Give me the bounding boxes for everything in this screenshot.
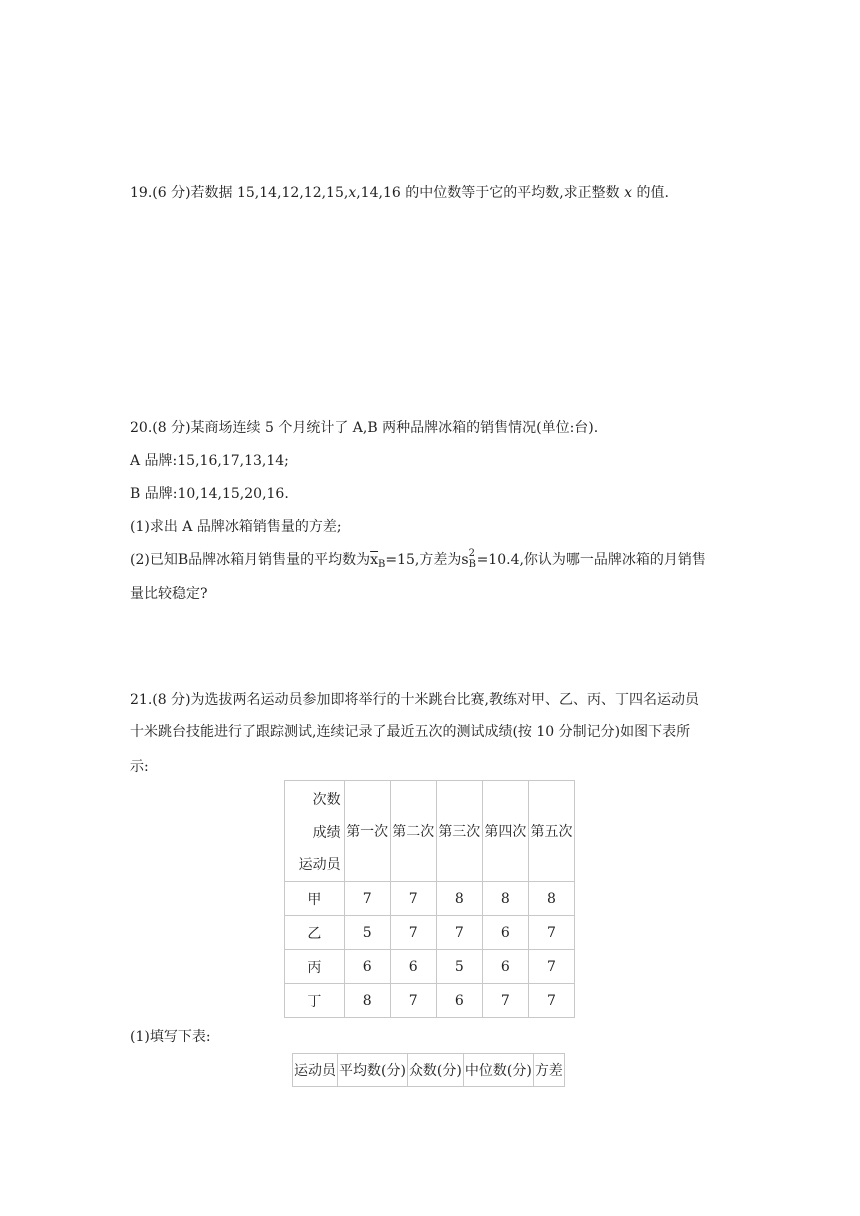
question-19 [130,183,669,203]
score-cell: 7 [390,882,436,916]
score-cell: 7 [528,950,574,984]
q20-part2-text-b: =15,方差为 [385,552,462,568]
table-row [285,882,575,916]
q20-variance-superscript: 2 [468,548,475,559]
scores-table [284,780,575,1018]
athlete-name: 丁 [285,984,345,1018]
header-5: 第五次 [528,781,574,882]
corner-label-athlete: 运动员 [298,857,341,873]
summary-header-median: 中位数(分) [463,1054,533,1087]
score-cell: 7 [344,882,390,916]
scores-table-header-row [285,781,575,882]
q19-text-2: ,14,16 的中位数等于它的平均数,求正整数 [356,185,625,201]
q19-text-1: 19.(6 分)若数据 15,14,12,12,15, [130,185,349,201]
score-cell: 8 [482,882,528,916]
q20-brand-a: A 品牌:15,16,17,13,14; [130,453,289,469]
score-cell: 6 [482,916,528,950]
summary-header-mode: 众数(分) [407,1054,463,1087]
score-cell: 7 [390,984,436,1018]
score-cell: 7 [528,916,574,950]
q19-var-x-2: x [624,185,633,201]
score-cell: 8 [344,984,390,1018]
score-cell: 6 [344,950,390,984]
header-1: 第一次 [344,781,390,882]
summary-header-variance: 方差 [533,1054,564,1087]
score-cell: 8 [436,882,482,916]
q20-brand-b: B 品牌:10,14,15,20,16. [130,486,289,502]
score-cell: 5 [344,916,390,950]
score-cell: 8 [528,882,574,916]
q20-part-2 [130,550,706,575]
question-20-stem: 20.(8 分)某商场连续 5 个月统计了 A,B 两种品牌冰箱的销售情况(单位:台). [130,420,599,436]
question-21-line-3: 示: [130,759,149,775]
header-2: 第二次 [390,781,436,882]
summary-table [292,1053,565,1087]
corner-label-score: 成绩 [312,825,341,841]
athlete-name: 甲 [285,882,345,916]
score-cell: 6 [482,950,528,984]
q19-var-x: x [348,185,357,201]
question-21-line-1: 21.(8 分)为选拔两名运动员参加即将举行的十米跳台比赛,教练对甲、乙、丙、丁四名运动员 [130,692,699,708]
q20-part2-text-c: =10.4,你认为哪一品牌冰箱的月销售 [476,552,706,568]
score-cell: 7 [436,916,482,950]
table-row [285,984,575,1018]
score-cell: 6 [390,950,436,984]
header-3: 第三次 [436,781,482,882]
q20-part2-text-a: (2)已知B品牌冰箱月销售量的平均数为 [130,552,371,568]
header-4: 第四次 [482,781,528,882]
athlete-name: 丙 [285,950,345,984]
summary-table-header-row [293,1054,565,1087]
table-row [285,950,575,984]
q20-mean-subscript: B [378,559,386,570]
q20-part-2-line-2: 量比较稳定? [130,586,208,602]
score-cell: 7 [528,984,574,1018]
table-row [285,916,575,950]
score-cell: 7 [482,984,528,1018]
corner-label-count: 次数 [312,792,341,808]
q21-sub-question-1: (1)填写下表: [130,1029,211,1045]
score-cell: 7 [390,916,436,950]
q20-variance-subscript: B [468,559,476,570]
summary-header-mean: 平均数(分) [338,1054,408,1087]
summary-header-athlete: 运动员 [293,1054,338,1087]
scores-table-corner [285,781,345,882]
q20-variance-symbol: s [461,552,469,568]
q20-mean-symbol: $\overline{x}$ [370,552,379,568]
question-21-line-2: 十米跳台技能进行了跟踪测试,连续记录了最近五次的测试成绩(按 10 分制记分)如图下表所 [130,724,691,740]
q20-variance-script [468,548,477,570]
q20-part-1: (1)求出 A 品牌冰箱销售量的方差; [130,519,342,535]
score-cell: 5 [436,950,482,984]
score-cell: 6 [436,984,482,1018]
q19-text-3: 的值. [632,185,669,201]
athlete-name: 乙 [285,916,345,950]
